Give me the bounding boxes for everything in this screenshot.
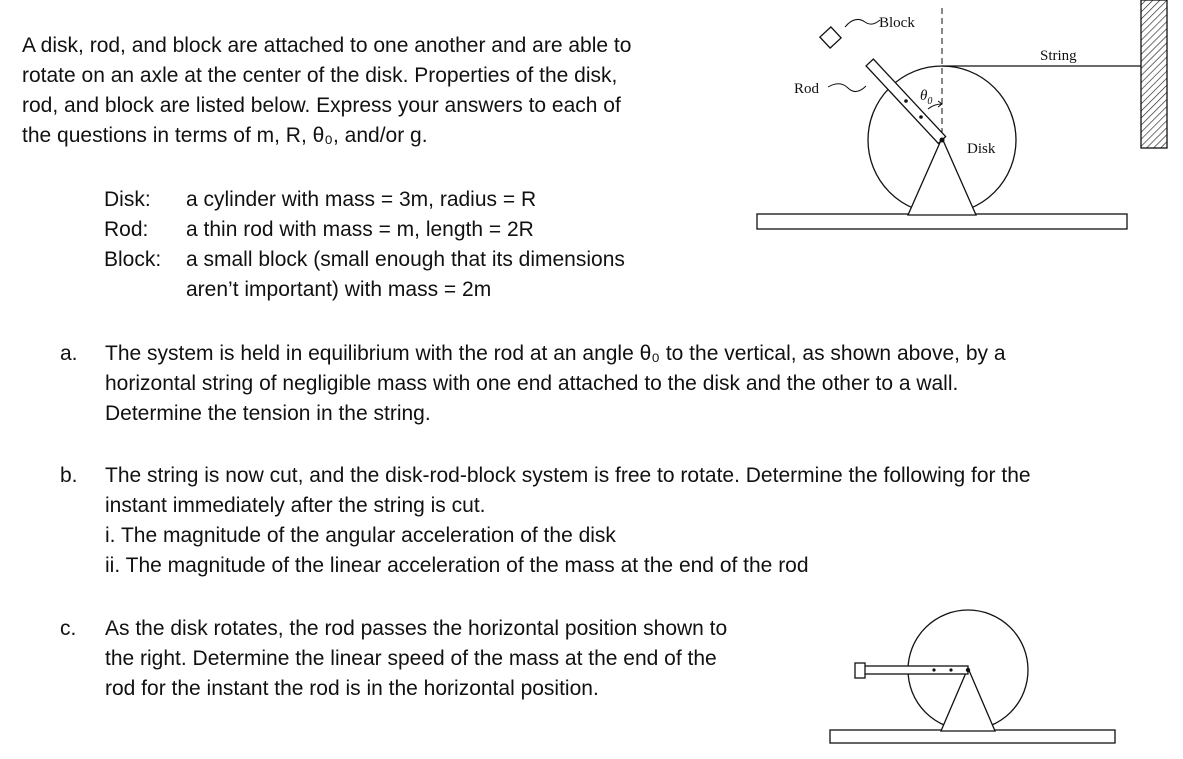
base-platform [757,214,1127,229]
intro-line: rotate on an axle at the center of the disk. Properties of the disk, [22,64,618,87]
property-label: Block: [104,248,162,271]
question-marker: a. [60,342,78,365]
equilibrium-diagram [757,0,1167,229]
property-value: a thin rod with mass = m, length = 2R [186,218,534,241]
property-label: Rod: [104,218,149,241]
string-label: String [1040,48,1077,64]
question-line: Determine the tension in the string. [105,402,431,425]
question-line: ii. The magnitude of the linear acceleration of the mass at the end of the rod [105,554,809,577]
intro-line: the questions in terms of m, R, θ₀, and/or g. [22,124,428,147]
intro-line: rod, and block are listed below. Express your answers to each of [22,94,621,117]
rod-dot [919,115,923,119]
property-value: aren’t important) with mass = 2m [186,278,492,301]
question-line: As the disk rotates, the rod passes the horizontal position shown to [105,617,728,640]
base-platform [830,730,1115,743]
block [820,27,841,48]
question-line: instant immediately after the string is cut. [105,494,486,517]
wall [1141,0,1167,148]
axle-pivot [940,138,945,143]
horizontal-rod-diagram [830,610,1115,743]
rod-dot [904,99,908,103]
angle-label: $\theta_0$ [920,88,933,107]
question-marker: c. [60,617,77,640]
axle-pivot [966,668,970,672]
disk-label: Disk [967,141,996,157]
question-line: horizontal string of negligible mass with one end attached to the disk and the other to a wall. [105,372,959,395]
block [855,663,865,678]
rod-label: Rod [794,81,820,97]
property-value: a small block (small enough that its dimensions [186,248,625,271]
question-line: The string is now cut, and the disk-rod-block system is free to rotate. Determine the following for the [105,464,1031,487]
question-line: the right. Determine the linear speed of the mass at the end of the [105,647,717,670]
question-line: rod for the instant the rod is in the horizontal position. [105,677,599,700]
rod-dot [932,668,935,671]
block-label: Block [879,15,915,31]
property-value: a cylinder with mass = 3m, radius = R [186,188,537,211]
property-label: Disk: [104,188,151,211]
block-leader [845,19,880,27]
rod-leader [828,84,866,92]
question-marker: b. [60,464,78,487]
question-line: The system is held in equilibrium with the rod at an angle θ₀ to the vertical, as shown above, by a [105,342,1006,365]
intro-line: A disk, rod, and block are attached to one another and are able to [22,34,632,57]
question-line: i. The magnitude of the angular acceleration of the disk [105,524,616,547]
rod-dot [949,668,952,671]
